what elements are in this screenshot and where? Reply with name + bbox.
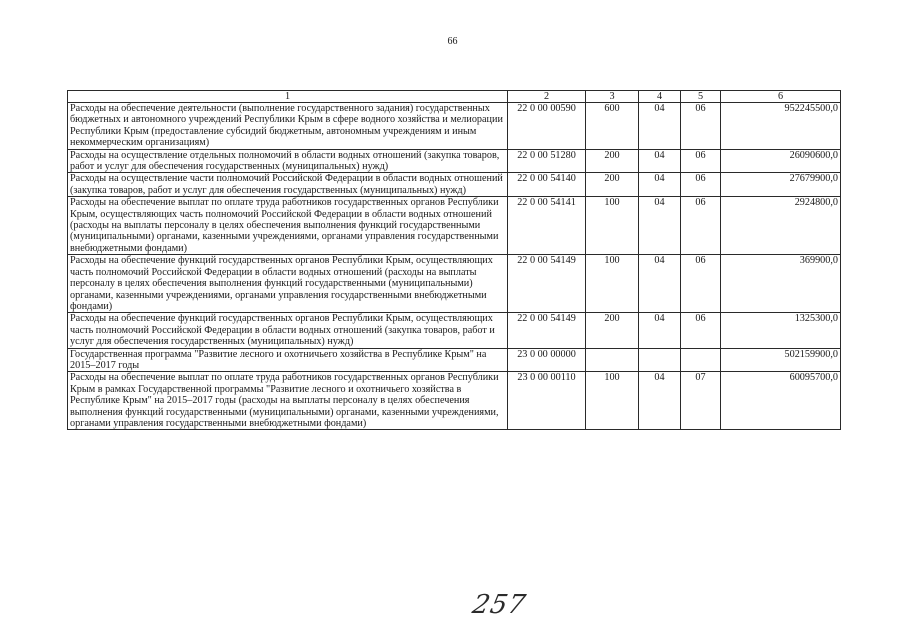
table-row xyxy=(68,372,841,430)
row-section xyxy=(639,348,681,372)
row-subsection: 06 xyxy=(681,197,721,255)
row-amount: 952245500,0 xyxy=(721,103,841,150)
row-expense-type: 200 xyxy=(586,173,639,197)
row-subsection: 06 xyxy=(681,149,721,173)
row-section: 04 xyxy=(639,197,681,255)
row-subsection: 06 xyxy=(681,313,721,348)
row-section: 04 xyxy=(639,149,681,173)
row-amount: 60095700,0 xyxy=(721,372,841,430)
handwritten-page-mark: 257 xyxy=(469,590,529,620)
row-subsection: 06 xyxy=(681,103,721,150)
row-section: 04 xyxy=(639,372,681,430)
row-description: Расходы на обеспечение выплат по оплате труда работников государственных органов Республики Крым, осуществляющих часть полномочий Российской Федерации в области водных отношений (расходы на выплаты персоналу в целях обеспечения выполнения функций государственными (муниципальными) органами, казенными учреждениями, органами управления государственными внебюджетными фондами) xyxy=(68,197,508,255)
row-amount: 369900,0 xyxy=(721,255,841,313)
row-section: 04 xyxy=(639,313,681,348)
table-row xyxy=(68,348,841,372)
row-description: Расходы на осуществление отдельных полномочий в области водных отношений (закупка товаров, работ и услуг для обеспечения государственных (муниципальных) нужд) xyxy=(68,149,508,173)
header-row xyxy=(68,91,841,103)
row-description: Расходы на осуществление части полномочий Российской Федерации в области водных отношений (закупка товаров, работ и услуг для обеспечения государственных (муниципальных) нужд) xyxy=(68,173,508,197)
row-amount: 27679900,0 xyxy=(721,173,841,197)
row-description: Расходы на обеспечение выплат по оплате труда работников государственных органов Республики Крым в рамках Государственной программы "Развитие лесного и охотничьего хозяйства в Республике Крым" на 2015–2017 годы (расходы на выплаты персоналу в целях обеспечения выполнения функций государственными (муниципальными) органами, казенными учреждениями, органами управления государственными внебюджетными фондами) xyxy=(68,372,508,430)
row-subsection: 06 xyxy=(681,255,721,313)
row-code: 22 0 00 54140 xyxy=(508,173,586,197)
row-section: 04 xyxy=(639,103,681,150)
row-expense-type: 200 xyxy=(586,313,639,348)
header-col-5: 5 xyxy=(681,91,721,103)
header-col-4: 4 xyxy=(639,91,681,103)
header-col-2: 2 xyxy=(508,91,586,103)
row-code: 23 0 00 00110 xyxy=(508,372,586,430)
row-expense-type xyxy=(586,348,639,372)
row-amount: 1325300,0 xyxy=(721,313,841,348)
header-col-3: 3 xyxy=(586,91,639,103)
row-description: Расходы на обеспечение функций государственных органов Республики Крым, осуществляющих часть полномочий Российской Федерации в области водных отношений (закупка товаров, работ и услуг для обеспечения государственных (муниципальных) нужд) xyxy=(68,313,508,348)
row-section: 04 xyxy=(639,173,681,197)
header-col-6: 6 xyxy=(721,91,841,103)
row-code: 22 0 00 54149 xyxy=(508,255,586,313)
row-expense-type: 100 xyxy=(586,372,639,430)
row-description: Государственная программа "Развитие лесного и охотничьего хозяйства в Республике Крым" на 2015–2017 годы xyxy=(68,348,508,372)
page-number: 66 xyxy=(447,36,458,47)
row-amount: 26090600,0 xyxy=(721,149,841,173)
budget-table xyxy=(67,90,841,430)
row-code: 22 0 00 00590 xyxy=(508,103,586,150)
table-row xyxy=(68,255,841,313)
row-expense-type: 100 xyxy=(586,255,639,313)
table-row xyxy=(68,103,841,150)
header-col-1: 1 xyxy=(68,91,508,103)
row-amount: 502159900,0 xyxy=(721,348,841,372)
row-code: 22 0 00 54141 xyxy=(508,197,586,255)
row-code: 23 0 00 00000 xyxy=(508,348,586,372)
row-subsection: 06 xyxy=(681,173,721,197)
row-code: 22 0 00 51280 xyxy=(508,149,586,173)
table-row xyxy=(68,149,841,173)
row-expense-type: 100 xyxy=(586,197,639,255)
row-subsection xyxy=(681,348,721,372)
row-section: 04 xyxy=(639,255,681,313)
row-amount: 2924800,0 xyxy=(721,197,841,255)
row-code: 22 0 00 54149 xyxy=(508,313,586,348)
table-row xyxy=(68,173,841,197)
table-row xyxy=(68,197,841,255)
row-expense-type: 200 xyxy=(586,149,639,173)
table-row xyxy=(68,313,841,348)
row-description: Расходы на обеспечение деятельности (выполнение государственного задания) государственных бюджетных и автономного учреждений Республики Крым в сфере водного хозяйства и мелиорации Республики Крым (предоставление субсидий бюджетным, автономным учреждениям и иным некоммерческим организациям) xyxy=(68,103,508,150)
row-description: Расходы на обеспечение функций государственных органов Республики Крым, осуществляющих часть полномочий Российской Федерации в области водных отношений (расходы на выплаты персоналу в целях обеспечения выполнения функций государственными (муниципальными) органами, казенными учреждениями, органами управления государственными внебюджетными фондами) xyxy=(68,255,508,313)
row-expense-type: 600 xyxy=(586,103,639,150)
row-subsection: 07 xyxy=(681,372,721,430)
